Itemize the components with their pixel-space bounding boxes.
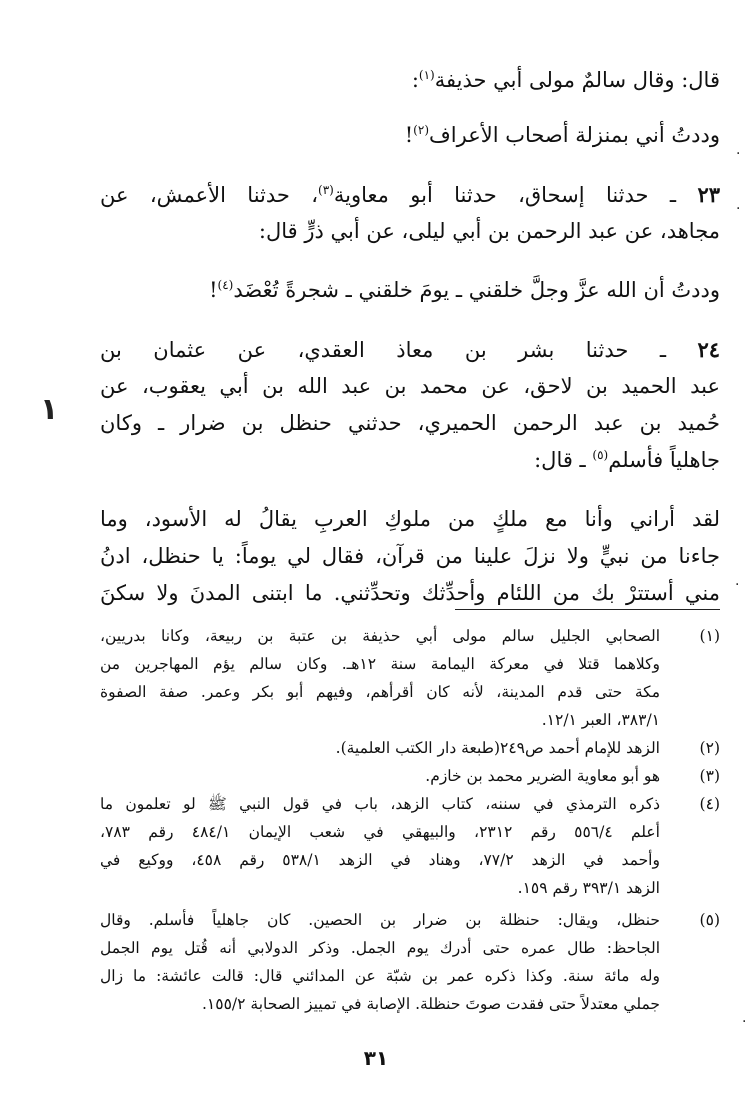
text-line: لقد أراني وأنا مع ملكٍ من ملوكِ العربِ يقالُ له الأسود، وما bbox=[100, 507, 720, 531]
footnote bbox=[100, 790, 720, 902]
footnote-divider bbox=[455, 609, 720, 610]
footnote-line: الجاحظ: طال عمره حتى أدرك يوم الجمل. وذكر الدولابي أنه قُتل يوم الجمل bbox=[100, 939, 660, 957]
footnote-line: الزهد ٣٩٣/١ رقم ١٥٩. bbox=[517, 879, 660, 897]
margin-dot: . bbox=[735, 573, 740, 589]
footnote-line: هو أبو معاوية الضرير محمد بن خازم. bbox=[425, 767, 660, 785]
text-line: وددتُ أن الله عزَّ وجلَّ خلقني ـ يومَ خلقني ـ شجرةً تُعْضَد$^{(٤)}$! bbox=[209, 278, 720, 302]
footnote-number: (١) bbox=[699, 627, 720, 645]
footnote-ref: (٥) bbox=[592, 448, 609, 462]
footnotes bbox=[100, 622, 720, 1018]
text-line: قال: وقال سالمٌ مولى أبي حذيفة$^{(١)}$: bbox=[411, 68, 720, 92]
footnote-line: حنظل، ويقال: حنظلة بن ضرار بن الحصين. كان جاهلياً فأسلم. وقال bbox=[100, 911, 660, 929]
margin-dot: . bbox=[736, 142, 741, 158]
footnote-ref: (٤) bbox=[217, 278, 234, 292]
paragraph-number: ٢٣ bbox=[697, 182, 720, 207]
text-line: عبد الحميد بن لاحق، عن محمد بن عبد الله بن أبي يعقوب، عن bbox=[100, 374, 720, 398]
text-line: حُميد بن عبد الرحمن الحميري، حدثني حنظل بن ضرار ـ وكان bbox=[100, 411, 720, 435]
footnote-number: (٢) bbox=[699, 739, 720, 757]
text-line: جاهلياً فأسلم$^{(٥)}$ ـ قال: bbox=[534, 448, 720, 472]
footnote bbox=[100, 762, 720, 790]
footnote-line: وأحمد في الزهد ٧٧/٢، وهناد في الزهد ٥٣٨/١ رقم ٤٥٨، ووكيع في bbox=[100, 851, 660, 869]
footnote-ref: (١) bbox=[418, 68, 435, 82]
margin-numeral: ١ bbox=[40, 392, 59, 427]
text-line: مجاهد، عن عبد الرحمن بن أبي ليلى، عن أبي ذرٍّ قال: bbox=[258, 219, 720, 243]
footnote-ref: (٣) bbox=[318, 183, 334, 197]
margin-dot: . bbox=[742, 1010, 747, 1026]
footnote-line: أعلم ٥٥٦/٤ رقم ٢٣١٢، والبيهقي في شعب الإيمان ٤٨٤/١ رقم ٧٨٣، bbox=[100, 823, 660, 841]
footnote-line: الزهد للإمام أحمد ص٢٤٩(طبعة دار الكتب العلمية). bbox=[335, 739, 660, 757]
footnote bbox=[100, 906, 720, 1018]
footnote-line: وله مائة سنة. وكذا ذكره عمر بن شبّة عن المدائني قال: قالت عائشة: ما زال bbox=[100, 967, 660, 985]
footnote-line: الصحابي الجليل سالم مولى أبي حذيفة بن عتبة بن ربيعة، وكانا بدريين، bbox=[100, 627, 660, 645]
text-line: جاءنا من نبيٍّ ولا نزلَ علينا من قرآن، فقال لي يوماً: يا حنظل، ادنُ bbox=[100, 544, 720, 568]
margin-dot: . bbox=[736, 197, 741, 213]
footnote-line: ذكره الترمذي في سننه، كتاب الزهد، باب في قول النبي ﷺ لو تعلمون ما bbox=[100, 795, 660, 813]
footnote-number: (٣) bbox=[699, 767, 720, 785]
text-line: ٢٤ ـ حدثنا بشر بن معاذ العقدي، عن عثمان بن bbox=[100, 337, 720, 362]
footnote-line: جملي معتدلاً حتى فقدت صوتَ حنظلة. الإصابة في تمييز الصحابة ١٥٥/٢. bbox=[201, 995, 660, 1013]
text-line: ٢٣ ـ حدثنا إسحاق، حدثنا أبو معاوية$^{(٣)}$، حدثنا الأعمش، عن bbox=[100, 182, 720, 207]
footnote-line: مكة حتى قدم المدينة، لأنه كان أقرأهم، وفيهم أبو بكر وعمر. صفة الصفوة bbox=[100, 683, 660, 701]
main-text bbox=[100, 62, 720, 612]
footnote-ref: (٢) bbox=[413, 123, 429, 137]
footnote bbox=[100, 734, 720, 762]
footnote bbox=[100, 622, 720, 734]
footnote-number: (٤) bbox=[699, 795, 720, 813]
footnote-number: (٥) bbox=[699, 911, 720, 929]
text-line: وددتُ أني بمنزلة أصحاب الأعراف$^{(٢)}$! bbox=[404, 123, 720, 147]
text-line: مني أستترْ بك من اللئام وأحدِّثك وتحدِّثني. ما ابتنى المدنَ ولا سكنَ bbox=[100, 581, 720, 605]
page-number: ٣١ bbox=[363, 1046, 389, 1070]
footnote-line: ٣٨٣/١، العبر ١٢/١. bbox=[541, 711, 660, 729]
footnote-line: وكلاهما قتلا في معركة اليمامة سنة ١٢هـ. وكان سالم يؤم المهاجرين من bbox=[100, 655, 660, 673]
paragraph-number: ٢٤ bbox=[697, 337, 720, 362]
